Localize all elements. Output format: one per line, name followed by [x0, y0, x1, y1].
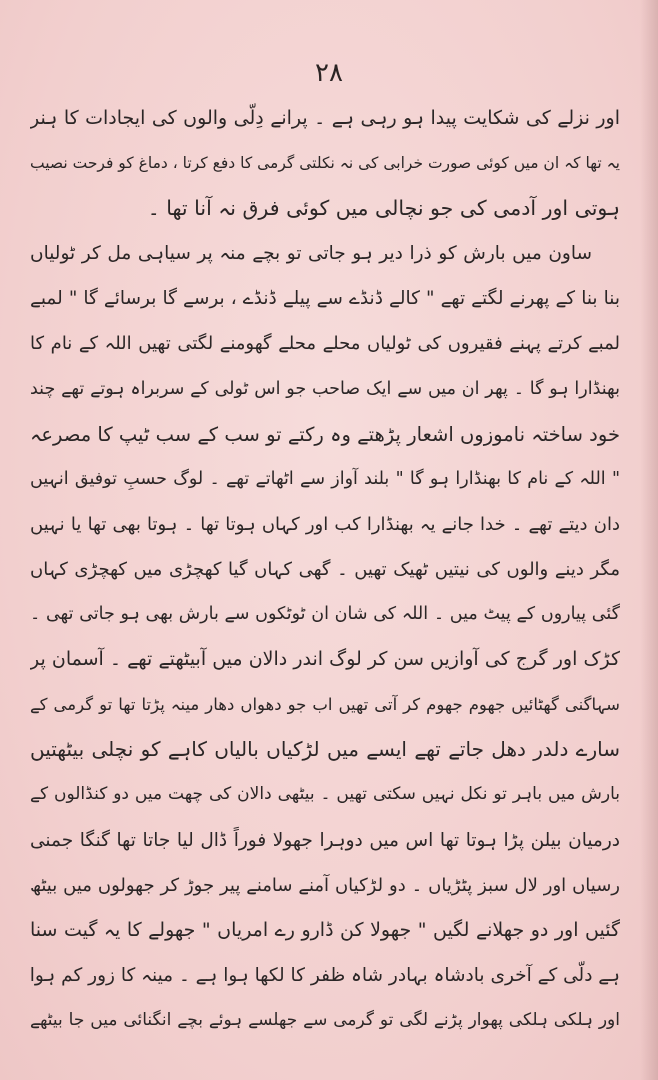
text-line: ہے دلّی کے آخری بادشاہ بہادر شاہ ظفر کا لکھا ہوا ہے ۔ مینہ کا زور کم ہوا: [30, 964, 620, 986]
text-line: ہوتی اور آدمی کی جو نچالی میں کوئی فرق نہ آنا تھا ۔: [147, 196, 620, 221]
text-line: گئی پیاروں کے پیٹ میں ۔ اللہ کی شان ان ٹوٹکوں سے بارش بھی ہو جاتی تھی ۔: [30, 604, 620, 625]
text-line: اور نزلے کی شکایت پیدا ہو رہی ہے ۔ پرانے دِلّی والوں کی ایجادات کا ہنر: [30, 107, 620, 129]
text-line: درمیان بیلن پڑا ہوتا تھا اس میں دوہرا جھولا فوراً ڈال لیا جاتا تھا گنگا جمنی: [30, 829, 620, 851]
text-line: بھنڈارا ہو گا ۔ پھر ان میں سے ایک صاحب جو اس ٹولی کے سربراہ ہوتے تھے چند: [30, 378, 620, 399]
text-line: کڑک اور گرج کی آوازیں سن کر لوگ اندر دالان میں آبیٹھتے تھے ۔ آسمان پر: [30, 648, 620, 671]
page-edge-shadow: [640, 0, 658, 1080]
text-line: مگر دینے والوں کی نیتیں ٹھیک تھیں ۔ گھی کہاں گیا کھچڑی میں کھچڑی کہاں: [30, 558, 620, 580]
text-line: گئیں اور دو جھلانے لگیں " جھولا کن ڈارو رے امریاں " جھولے کا یہ گیت سنا: [30, 918, 620, 941]
text-line: سارے دلدر دھل جاتے تھے ایسے میں لڑکیاں بالیاں کاہے کو نچلی بیٹھتیں: [30, 737, 620, 762]
text-line: رسیاں اور لال سبز پٹڑیاں ۔ دو لڑکیاں آمنے سامنے پیر جوڑ کر جھولوں میں بیٹھ: [30, 874, 620, 896]
text-line: " اللہ کے نام کا بھنڈارا ہو گا " بلند آواز سے اٹھاتے تھے ۔ لوگ حسبِ توفیق انہیں: [30, 468, 620, 489]
text-line: خود ساختہ ناموزوں اشعار پڑھتے وہ رکتے تو سب کے سب ٹیپ کا مصرعہ: [30, 422, 620, 446]
text-line: لمبے کرتے پہنے فقیروں کی ٹولیاں محلے محلے گھومنے لگتی تھیں اللہ کے نام کا: [30, 333, 620, 355]
body-text: [30, 96, 620, 1043]
text-line: یہ تھا کہ ان میں کوئی صورت خرابی کی نہ نکلتی گرمی کا دفع کرتا ، دماغ کو فرحت نصیب: [30, 154, 620, 173]
page-number: ۲۸: [315, 58, 343, 88]
text-line: بنا بنا کے پھرنے لگتے تھے " کالے ڈنڈے سے پیلے ڈنڈے ، برسے گا برسائے گا " لمبے: [30, 288, 620, 310]
text-line: دان دیتے تھے ۔ خدا جانے یہ بھنڈارا کب اور کہاں ہوتا تھا ۔ ہوتا بھی تھا یا نہیں: [30, 513, 620, 535]
text-line: ساون میں بارش کو ذرا دیر ہو جاتی تو بچے منہ پر سیاہی مل کر ٹولیاں: [30, 243, 592, 265]
text-line: اور ہلکی ہلکی پھوار پڑنے لگی تو گرمی سے جھلسے ہوئے بچے انگنائی میں جا بیٹھے: [30, 1009, 620, 1030]
text-line: بارش میں باہر تو نکل نہیں سکتی تھیں ۔ بیٹھی دالان کی چھت میں دو کنڈالوں کے: [30, 784, 620, 805]
text-line: سہاگنی گھٹائیں جھوم جھوم کر آتی تھیں اب جو دھواں دھار مینہ پڑتا تھا تو گرمی کے: [30, 695, 620, 715]
